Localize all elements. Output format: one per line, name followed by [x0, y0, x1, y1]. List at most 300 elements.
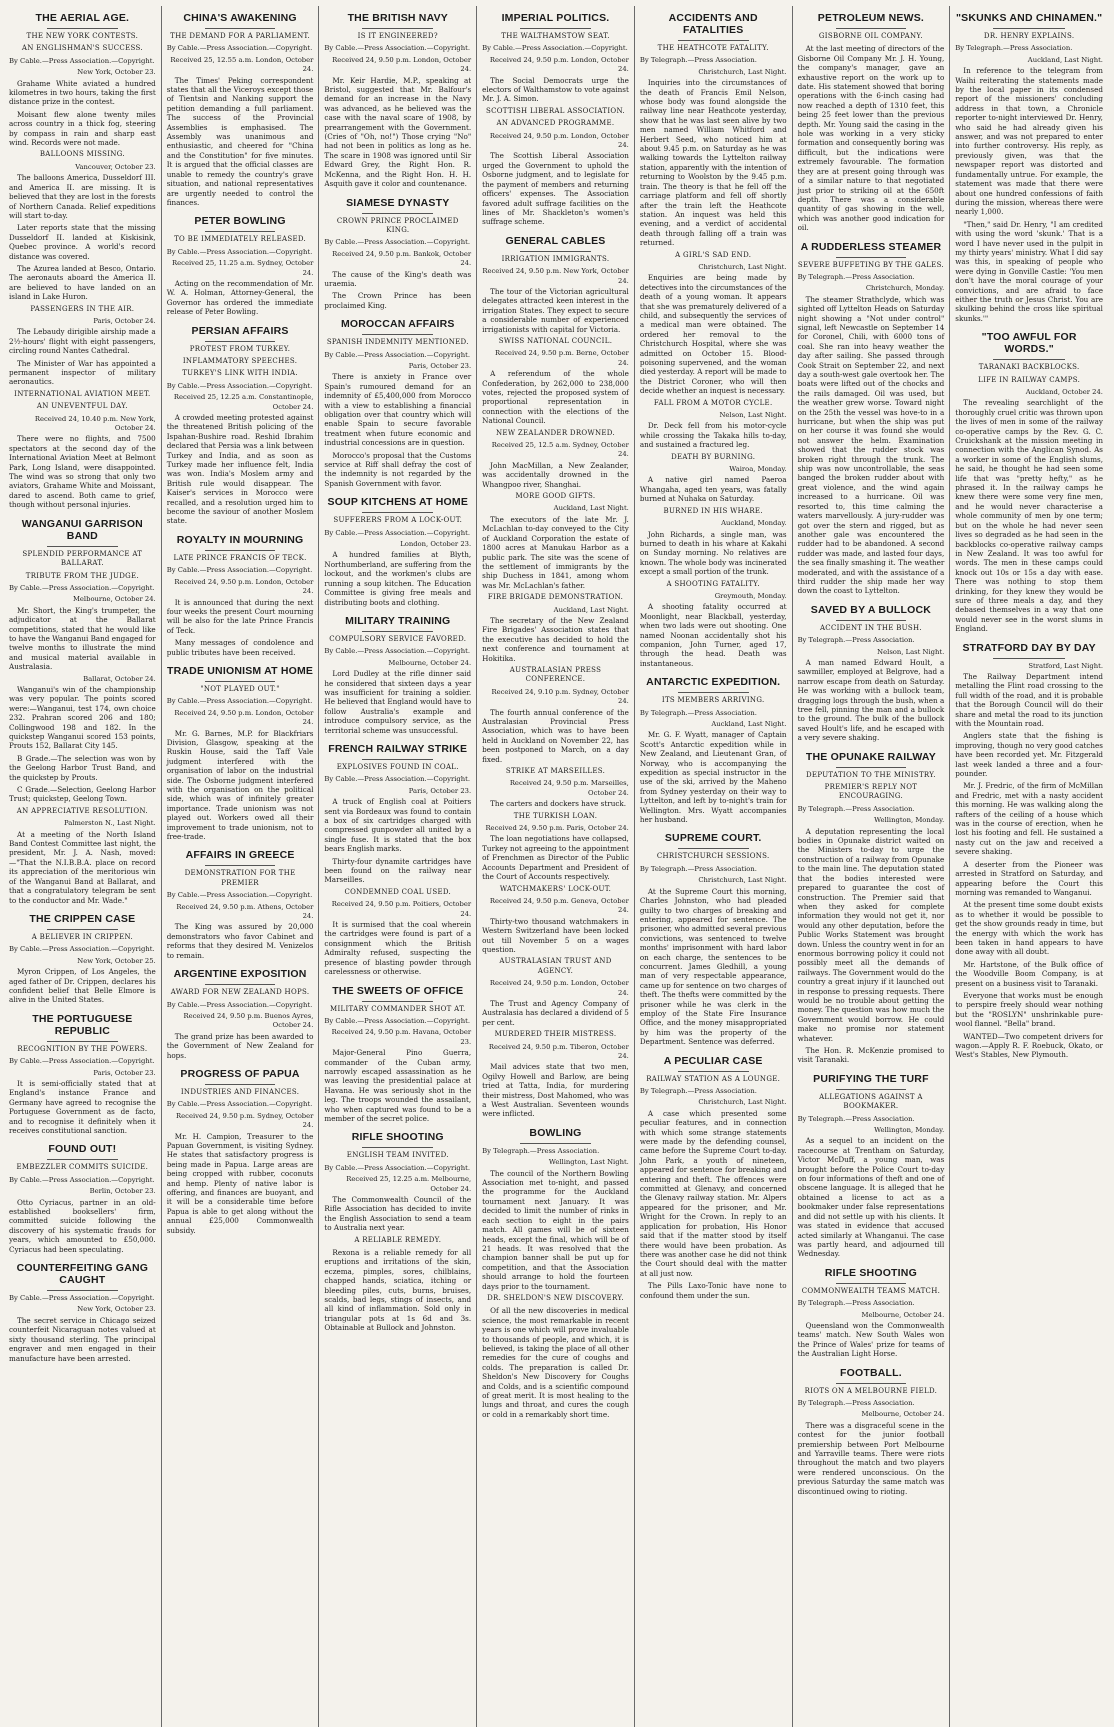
dateline: Received 24, 9.10 p.m. Sydney, October 24.	[491, 687, 629, 706]
article	[640, 1055, 787, 1300]
paragraph: Thirty-two thousand watchmakers in Western Switzerland have been locked out till November 5 on a wages question.	[482, 916, 629, 954]
byline: By Telegraph.—Press Association.	[639, 1087, 757, 1095]
article-headline: GENERAL CABLES	[505, 234, 606, 247]
dateline: Auckland, Last Night.	[553, 504, 629, 513]
subheading: THE TURKISH LOAN.	[513, 811, 598, 820]
dateline: Received 25, 12.5 a.m. Sydney, October 24.	[491, 441, 629, 459]
article-headline: FOUND OUT!	[48, 1143, 117, 1156]
article	[798, 12, 945, 233]
article-headline: THE AERIAL AGE.	[35, 12, 130, 24]
article	[9, 1013, 156, 1136]
article-headline: RIFLE SHOOTING	[351, 1131, 444, 1144]
subheading: TARANAKI BACKBLOCKS.	[978, 363, 1080, 372]
headline-rule	[205, 231, 276, 232]
byline: By Telegraph.—Press Association.	[797, 804, 915, 813]
article-headline: A RUDDERLESS STEAMER	[800, 240, 942, 253]
subheading: DEMONSTRATION FOR THE PREMIER	[184, 869, 296, 887]
dateline: Received 24, 9.50 p.m. Tiberon, October 24.	[488, 1042, 629, 1060]
paragraph: The King was assured by 20,000 demonstrators who favor Cabinet and reforms that they desired M. Venizelos to remain.	[166, 922, 314, 960]
subheading: DR. SHELDON'S NEW DISCOVERY.	[487, 1293, 624, 1302]
article	[324, 985, 471, 1124]
dateline: Received 24, 9.50 p.m. Marseilles, October 24.	[509, 779, 629, 797]
dateline: Paris, October 23.	[408, 361, 472, 370]
article-headline: SIAMESE DYNASTY	[346, 196, 450, 209]
dateline: Received 24, 9.50 p.m. New York, October 24.	[482, 267, 629, 285]
paragraph: Enquiries are being made by detectives into the circumstances of the death of a young woman. It appears that she was prematurely delivered of a child, and subsequently the services of a medical man were obtained. The ordered her removal to the Christchurch Hospital, where she was admitted on October 15. Blood-poisoning supervened, and the woman died yesterday. A report will be made to the District Coroner, who will then decide whether an inquest is necessary.	[639, 273, 787, 396]
subheading: CONDEMNED COAL USED.	[344, 887, 452, 896]
headline-rule	[678, 848, 749, 849]
headline-rule	[47, 546, 118, 547]
byline: By Cable.—Press Association.—Copyright.	[9, 1057, 155, 1066]
subheading: DEPUTATION TO THE MINISTRY.	[806, 770, 936, 779]
paragraph: The Scottish Liberal Association urged the Government to uphold the Osborne judgment, and to legislate for the payment of members and returning officers' expenses. The Association favored adult suffrage facilities on the lines of Mr. Shackleton's women's suffrage scheme.	[482, 151, 629, 227]
paragraph: A truck of English coal at Poitiers sent via Bordeaux was found to contain a box of six cartridges charged with compressed gunpowder all united by a single fuse. It is stated that the box bears English marks.	[324, 797, 472, 854]
byline: By Cable.—Press Association.—Copyright.	[324, 528, 471, 537]
subheading: LIFE IN RAILWAY CAMPS.	[978, 375, 1081, 384]
subheading: BALLOONS MISSING.	[39, 150, 125, 159]
byline: By Cable.—Press Association.—Copyright.	[324, 647, 471, 656]
subheading: DEATH BY BURNING.	[671, 452, 756, 461]
headline-rule	[836, 1383, 907, 1384]
subheading: ALLEGATIONS AGAINST A BOOKMAKER.	[819, 1092, 923, 1111]
article	[324, 615, 471, 735]
article-headline: BOWLING	[529, 1126, 582, 1139]
dateline: Received 24, 9.50 p.m. Berne, October 24.	[494, 349, 629, 367]
column-7	[950, 6, 1108, 1727]
subheading: TURKEY'S LINK WITH INDIA.	[182, 369, 298, 378]
column-1	[4, 6, 162, 1727]
headline-rule	[836, 28, 907, 29]
subheading: RAILWAY STATION AS A LOUNGE.	[646, 1074, 781, 1083]
article	[324, 496, 471, 607]
subheading: ENGLISH TEAM INVITED.	[346, 1151, 449, 1160]
byline: By Cable.—Press Association.—Copyright.	[166, 1000, 313, 1009]
dateline: Stratford, Last Night.	[1028, 661, 1103, 670]
article	[167, 215, 314, 316]
headline-rule	[993, 28, 1065, 29]
dateline: Received 24, 9.50 p.m. Poitiers, October 24.	[331, 900, 472, 918]
paragraph: Acting on the recommendation of Mr. W. A. Holman, Attorney-General, the Governor has ordered the immediate release of Peter Bowling.	[166, 278, 314, 317]
paragraph: The carters and dockers have struck.	[490, 799, 626, 809]
headline-rule	[362, 1001, 433, 1002]
paragraph: Rexona is a reliable remedy for all eruptions and irritations of the skin, eczema, pimples, sores, chilblains, chapped hands, sciatica, itching or bleeding piles, cuts, burns, bruises, scalds, bad legs, stings of insects, and all kind of inflammation. Sold only in triangular pots at 1s 6d and 3s. Obtainable at Bullock and Johnston.	[324, 1248, 472, 1333]
paragraph: A hundred families at Blyth, Northumberland, are suffering from the lockout, and the workmen's clubs are running a soup kitchen. The Education Committee is giving free meals and distributing boots and clothing.	[324, 550, 472, 607]
headline-rule	[47, 929, 118, 930]
byline: By Telegraph.—Press Association.	[797, 1299, 915, 1308]
byline: By Cable.—Press Association.—Copyright.	[324, 775, 471, 784]
article-headline: MILITARY TRAINING	[345, 614, 451, 627]
paragraph: John MacMillan, a New Zealander, was accidentally drowned in the Whangpoo river, Shanghai.	[482, 460, 629, 489]
paragraph: Mr. Keir Hardie, M.P., speaking at Bristol, suggested that Mr. Balfour's demand for an increase in the Navy was advanced, as he believed was the case with the naval scare of 1908, by prearrangement with the Government. (Cries of "Oh, no!") Those crying "No" had not been in politics as long as he. The scare in 1908 was ignored until Sir Edward Grey, the Right Hon. R. McKenna, and the Right Hon. H. H. Asquith gave it color and countenance.	[324, 75, 472, 189]
paragraph: Mr. G. Barnes, M.P. for Blackfriars Division, Glasgow, speaking at the Ruskin House, said the Taff Vale judgment interfered with the organisation of labor on the industrial side. The Osborne judgment interfered with the organisation on the political side, which was of infinitely greater importance. Trade unionism was not played out. Workers owed all their improvement to trade unionism, not to free-trade.	[166, 728, 314, 842]
article-headline: A PECULIAR CASE	[663, 1054, 763, 1067]
paragraph: Many messages of condolence and public tributes have been received.	[166, 638, 314, 657]
subheading: SCOTTISH LIBERAL ASSOCIATION.	[486, 106, 625, 115]
subheading: COMMONWEALTH TEAMS MATCH.	[801, 1286, 941, 1295]
paragraph: Grahame White aviated a hundred kilometres in two hours, taking the first distance prize in the contest.	[9, 78, 156, 107]
subheading: THE NEW YORK CONTESTS.	[26, 32, 139, 40]
dateline: Received 24, 9.50 p.m. Geneva, October 24.	[489, 896, 629, 915]
dateline: Received 24, 9.50 p.m. Bankok, October 24.	[332, 249, 472, 268]
dateline: Greymouth, Monday.	[714, 591, 787, 600]
article	[482, 1127, 629, 1291]
article	[955, 12, 1103, 323]
article	[9, 518, 156, 905]
paragraph: "Then," said Dr. Henry, "I am credited with using the word 'skunk.' That is a word I have never used in the pulpit in my thirty years' ministry. What I did say was this, in speaking of people who were dying in Gonville Castle: 'You men don't have the moral courage of your convictions, and are afraid to face either the truth or Jesus Christ. You are skulking behind the cross like spiritual skunks.'"	[955, 219, 1103, 323]
headline-rule	[678, 692, 749, 693]
headline-rule	[205, 550, 276, 551]
article	[798, 1267, 945, 1359]
subheading: CHRISTCHURCH SESSIONS.	[656, 852, 770, 861]
subheading: AN ADVANCED PROGRAMME.	[496, 119, 615, 128]
article	[798, 604, 945, 743]
paragraph: The Social Democrats urge the electors of Walthamstow to vote against Mr. J. A. Simon.	[482, 75, 629, 104]
dateline: Received 25, 12.25 a.m. Melbourne, October 24.	[346, 1175, 472, 1193]
byline: By Cable.—Press Association.—Copyright.	[324, 44, 471, 53]
headline-rule	[836, 620, 907, 621]
paragraph: It is announced that during the next four weeks the present Court mourning will be also for the late Prince Francis of Teck.	[166, 597, 314, 635]
dateline: Paris, October 24.	[93, 316, 156, 325]
byline: By Cable.—Press Association.—Copyright.	[324, 1016, 471, 1025]
dateline: New York, October 25.	[77, 956, 156, 965]
headline-rule	[836, 1089, 907, 1090]
dateline: Christchurch, Last Night.	[698, 1098, 787, 1107]
paragraph: Mr. Short, the King's trumpeter, the adjudicator at the Ballarat competitions, stated that he would like to have the Wanganui Band engaged for twelve months to illustrate the mind and musical material available in Australasia.	[9, 605, 156, 672]
article	[482, 235, 629, 1119]
article-headline: CHINA'S AWAKENING	[183, 12, 297, 24]
dateline: Auckland, Last Night.	[1027, 55, 1103, 64]
paragraph: C Grade.—Selection, Geelong Harbor Trust; quickstep, Geelong Town.	[9, 785, 156, 804]
dateline: Berlin, October 23.	[89, 1187, 156, 1196]
dateline: Auckland, Last Night.	[711, 720, 787, 728]
byline: By Cable.—Press Association.—Copyright.	[324, 1163, 471, 1172]
subheading: STRIKE AT MARSEILLES.	[505, 767, 606, 776]
subheading: THE HEATHCOTE FATALITY.	[657, 44, 769, 52]
subheading: SPLENDID PERFORMANCE AT BALLARAT.	[22, 549, 143, 568]
headline-rule	[678, 1071, 749, 1072]
column-4	[477, 6, 635, 1727]
paragraph: The tour of the Victorian agricultural delegates attracted keen interest in the irrigation States. They expect to secure a considerable number of experienced irrigationists with capital for Victoria.	[482, 286, 629, 334]
dateline: Auckland, Last Night.	[553, 605, 629, 614]
dateline: Received 24, 9.50 p.m. Athens, October 24.	[176, 902, 314, 921]
article	[640, 832, 787, 1046]
byline: By Cable.—Press Association.—Copyright.	[9, 56, 155, 65]
headline-rule	[362, 759, 433, 760]
dateline: Received 24, 9.50 p.m. Paris, October 24.	[485, 824, 629, 833]
dateline: Nelson, Last Night.	[877, 647, 945, 656]
article-headline: THE PORTUGUESE REPUBLIC	[32, 1012, 133, 1037]
paragraph: It is semi-officially stated that at England's instance France and Germany have agreed to recognise the Portuguese Government as de facto, and to recognise it definitely when it receives constitutional sanction.	[9, 1078, 156, 1135]
subheading: MORE GOOD GIFTS.	[515, 492, 596, 501]
headline-rule	[362, 1147, 433, 1148]
paragraph: The fourth annual conference of the Australasian Provincial Press Association, which was to have been held in Auckland on November 22, has been postponed to March, on a day fixed.	[482, 707, 629, 764]
paragraph: Dr. Deck fell from his motor-cycle while crossing the Takaka hills to-day, and sustained a fractured leg.	[639, 421, 787, 450]
subheading: COMPULSORY SERVICE FAVORED.	[329, 634, 467, 643]
paragraph: Mr. H. Campion, Treasurer to the Papuan Government, is visiting Sydney. He states that satisfactory progress is being made in Papua. Large areas are being cropped with rubber, coconuts and hemp. Plenty of native labor is offering, and finances are buoyant, and it will be a considerable time before Papua is able to get along without the annual £25,000 Commonwealth subsidy.	[166, 1131, 314, 1235]
dateline: New York, October 23.	[77, 68, 156, 77]
byline: By Telegraph.—Press Association.	[639, 864, 757, 873]
dateline: Wellington, Monday.	[874, 1126, 945, 1135]
paragraph: Mr. J. Fredric, of the firm of McMillan and Fredric, met with a nasty accident this morning. He was walking along the rafters of the ceiling of a house which was in the course of erection, when he lost his footing and fell. He sustained a nasty cut on the jaw and received a severe shaking.	[955, 781, 1103, 857]
dateline: Received 24, 9.50 p.m. Sydney, October 24.	[176, 1111, 314, 1130]
article-headline: "SKUNKS AND CHINAMEN."	[955, 12, 1103, 24]
article	[167, 849, 314, 960]
article-headline: SUPREME COURT.	[664, 832, 762, 845]
article	[324, 197, 471, 311]
article-headline: SOUP KITCHENS AT HOME	[327, 496, 469, 509]
paragraph: The Pills Laxo-Tonic have none to confound them under the sun.	[639, 1281, 787, 1300]
headline-rule	[47, 1159, 118, 1160]
dateline: Paris, October 23.	[408, 786, 472, 795]
byline: By Cable.—Press Association.—Copyright.	[166, 247, 313, 256]
dateline: Received 25, 12.25 a.m. Constantinople, October 24.	[173, 393, 314, 411]
dateline: Christchurch, Monday.	[865, 284, 945, 293]
headline-rule	[993, 359, 1065, 360]
byline: By Telegraph.—Press Association.	[955, 44, 1073, 53]
headline-rule	[836, 257, 907, 258]
dateline: Christchurch, Last Night.	[698, 262, 787, 271]
dateline: Received 24, 9.50 p.m. Buenos Ayres, October 24.	[183, 1011, 314, 1030]
article	[167, 12, 314, 207]
byline: By Telegraph.—Press Association.	[797, 1114, 915, 1123]
byline: By Cable.—Press Association.—Copyright.	[9, 1294, 155, 1303]
subheading: TRIBUTE FROM THE JUDGE.	[25, 571, 139, 580]
paragraph: Thirty-four dynamite cartridges have been found on the railway near Marseilles.	[324, 856, 472, 885]
subheading: DR. HENRY EXPLAINS.	[983, 32, 1075, 40]
subheading: AN APPRECIATIVE RESOLUTION.	[16, 806, 148, 815]
headline-rule	[205, 341, 276, 342]
byline: By Cable.—Press Association.—Copyright.	[166, 381, 313, 390]
paragraph: A referendum of the whole Confederation, by 262,000 to 238,000 votes, rejected the proposed system of proportional representation in connection with the elections of the National Council.	[482, 369, 629, 426]
article	[9, 1143, 156, 1254]
subheading: SWISS NATIONAL COUNCIL.	[498, 336, 613, 345]
subheading: IRRIGATION IMMIGRANTS.	[501, 254, 610, 263]
subheading: RIOTS ON A MELBOURNE FIELD.	[804, 1386, 938, 1395]
paragraph: Anglers state that the fishing is improving, though no very good catches have been recorded yet. Mr. Fitzgerald last week landed a three and a four-pounder.	[955, 731, 1103, 779]
paragraph: The cause of the King's death was uraemia.	[324, 269, 472, 288]
dateline: Wellington, Last Night.	[548, 1158, 629, 1167]
article-headline: AFFAIRS IN GREECE	[185, 849, 295, 862]
subheading: RECOGNITION BY THE POWERS.	[17, 1044, 148, 1053]
article-headline: PETROLEUM NEWS.	[817, 12, 925, 24]
byline: By Cable.—Press Association.—Copyright.	[166, 891, 313, 900]
paragraph: Inquiries into the circumstances of the death of Francis Emil Nelson, whose body was found alongside the railway line near Heathcote yesterday, show that he was last seen alive by two men named William Whitford and Herbert Seed, who noticed him at about 9.45 p.m. on Saturday as he was walking towards the Lyttelton railway station, apparently with the intention of returning to Woolston by the 9.45 p.m. train. The theory is that he fell off the carriage platform and fell off shortly after the train left the Heathcote station. An inquest was held this evening, and a verdict of accidental death through falling off a train was returned.	[639, 78, 787, 248]
paragraph: A shooting fatality occurred at Moonlight, near Blackball, yesterday, when two lads were out shooting. One named Noonan accidentally shot his companion, John Turner, aged 17, through the head. Death was instantaneous.	[639, 602, 787, 668]
subheading: AN ENGLISHMAN'S SUCCESS.	[21, 44, 143, 53]
paragraph: A case which presented some peculiar features, and in connection with which some strange statements were made by the defending counsel, came before the Supreme Court to-day. John Park, a youth of nineteen, appeared for sentence for breaking and entering and theft. The offences were committed at Glenavy, and concerned the Glenavy railway station. Mr. Alpers appeared for the prisoner, and Mr. Wright for the Crown. In reply to an application for probation, His Honor said that if the matter stood by itself there would have been probation. As there was another case he did not think the Court should deal with the matter at all just now.	[639, 1108, 787, 1278]
headline-rule	[362, 334, 433, 335]
subheading: INTERNATIONAL AVIATION MEET.	[14, 389, 151, 398]
subheading: PASSENGERS IN THE AIR.	[30, 304, 135, 313]
dateline: Palmerston N., Last Night.	[63, 819, 156, 828]
dateline: Received 24, 9.50 p.m. London, October 24.	[174, 708, 314, 727]
dateline: Received 24, 10.40 p.m. New York, October 24.	[34, 414, 156, 433]
dateline: Received 24, 9.50 p.m. London, October 24.	[489, 55, 629, 74]
byline: By Telegraph.—Press Association.	[639, 708, 757, 717]
subheading: LATE PRINCE FRANCIS OF TECK.	[173, 553, 307, 562]
paragraph: Morocco's proposal that the Customs service at Riff shall defray the cost of the indemnity is not regarded by the Spanish Government with favor.	[324, 450, 472, 488]
subheading: AWARD FOR NEW ZEALAND HOPS.	[170, 988, 310, 997]
article-headline: COUNTERFEITING GANG CAUGHT	[16, 1262, 149, 1287]
article-headline: PETER BOWLING	[194, 215, 286, 228]
headline-rule	[47, 1290, 118, 1291]
paragraph: The Railway Department intend metalling the Flint road crossing to the full width of the road, and it is probable that the Borough Council will do their share and metal the road to its junction with the Mountain road.	[955, 671, 1103, 728]
article	[640, 676, 787, 824]
byline: By Telegraph.—Press Association.	[797, 636, 915, 645]
subheading: NEW ZEALANDER DROWNED.	[496, 428, 615, 437]
paragraph: A crowded meeting protested against the threatened British policing of the Ispahan-Bushire road. Reshid Ibrahim declared that Persia was a link between Turkey and India, and as soon as Turkey made her influence felt, India was won. India's Moslem army and British rule would disappear. The Kaiser's services in Morocco were recalled, and a resolution urged him to become the saviour of another Moslem state.	[166, 413, 314, 526]
article-headline: THE OPUNAKE RAILWAY	[805, 750, 936, 763]
article-headline: RIFLE SHOOTING	[824, 1266, 917, 1279]
article	[955, 331, 1103, 633]
subheading: AUSTRALASIAN PRESS CONFERENCE.	[509, 665, 602, 684]
byline: By Cable.—Press Association.—Copyright.	[9, 945, 155, 954]
byline: By Cable.—Press Association.—Copyright.	[324, 350, 471, 359]
paragraph: Wanganui's win of the championship was very popular. The points scored were:—Wanganui, test 174, own choice 232. Prahran scored 206 and 180; Collingwood 198 and 182. In the quickstep Wanganui scored 153 points, Prouts 152, Ballarat City 145.	[9, 684, 156, 751]
article-headline: STRATFORD DAY BY DAY	[962, 641, 1096, 654]
paragraph: The Lebaudy dirigible airship made a 2½-hours' flight with eight passengers, circling round Nantes Cathedral.	[9, 327, 156, 356]
headline-rule	[836, 767, 907, 768]
headline-rule	[362, 512, 433, 513]
article-headline: THE BRITISH NAVY	[347, 12, 448, 24]
paragraph: The Hon. R. McKenzie promised to visit Taranaki.	[797, 1046, 945, 1065]
subheading: SPANISH INDEMNITY MENTIONED.	[326, 338, 469, 347]
article	[482, 12, 629, 227]
headline-rule	[993, 658, 1065, 659]
paragraph: A man named Edward Hoult, a sawmiller, employed at Belgrove, had a narrow escape from death on Saturday. He was working with a bullock team, dragging logs through the bush, when a tree fell, pinning the man and a bullock to the ground. The bulk of the bullock saved Hoult's life, and he escaped with a very severe shaking.	[797, 657, 945, 743]
paragraph: The Minister of War has appointed a permanent inspector of military aeronautics.	[9, 358, 156, 387]
paragraph: The Trust and Agency Company of Australasia has declared a dividend of 5 per cent.	[482, 998, 629, 1027]
paragraph: The Commonwealth Council of the Rifle Association has decided to invite the English Association to send a team to Australia next year.	[324, 1195, 472, 1233]
headline-rule	[520, 1143, 591, 1144]
article-headline: PURIFYING THE TURF	[813, 1072, 929, 1085]
article	[167, 665, 314, 842]
subheading: INDUSTRIES AND FINANCES.	[180, 1087, 300, 1096]
byline: By Cable.—Press Association.—Copyright.	[166, 566, 313, 575]
subheading: FALL FROM A MOTOR CYCLE.	[653, 398, 773, 407]
paragraph: The secret service in Chicago seized counterfeit Nicaraguan notes valued at sixty thousand sterling. The principal engraver and men engaged in their manufacture have been arrested.	[9, 1315, 156, 1363]
subheading: WATCHMAKERS' LOCK-OUT.	[499, 884, 612, 893]
article-headline: TRADE UNIONISM AT HOME	[166, 664, 314, 677]
byline: By Cable.—Press Association.—Copyright.	[324, 238, 471, 247]
subheading: BURNED IN HIS WHARE.	[663, 506, 763, 515]
byline: By Telegraph.—Press Association.	[797, 272, 915, 281]
dateline: New York, October 23.	[77, 1305, 156, 1314]
paragraph: The Times' Peking correspondent states that all the Viceroys except those of Tientsin and Nanking support the petition demanding a full parliament. The success of the Provincial Assemblies is emphasised. The Assembly was unanimous and enthusiastic, and cheered for "China and the Constitution" for five minutes. It is argued that the official classes are unable to remedy the country's grave situation, and national representatives are urgently needed to control the finances.	[166, 75, 314, 207]
dateline: Christchurch, Last Night.	[698, 67, 787, 76]
subheading: GISBORNE OIL COMPANY.	[818, 32, 923, 40]
subheading: THE DEMAND FOR A PARLIAMENT.	[170, 32, 311, 40]
paragraph: Queensland won the Commonwealth teams' match. New South Wales won the Prince of Wales' prize for teams of the Australian Light Horse.	[797, 1320, 945, 1359]
article	[955, 960, 1103, 1060]
headline-rule	[362, 213, 433, 214]
headline-rule	[205, 681, 276, 682]
article	[167, 968, 314, 1060]
paragraph: A native girl named Paeroa Whangaha, aged ten years, was fatally burned at Nuhaka on Saturday.	[639, 475, 787, 504]
headline-rule	[205, 1084, 276, 1085]
subheading: AN UNEVENTFUL DAY.	[36, 402, 128, 411]
paragraph: Later reports state that the missing Dusseldorf II. landed at Kiskisink, Quebec province. A world's record distance was covered.	[9, 223, 156, 261]
subheading: EXPLOSIVES FOUND IN COAL.	[336, 762, 459, 771]
dateline: Received 24, 9.50 p.m. London, October 24.	[489, 131, 629, 150]
article-headline: MOROCCAN AFFAIRS	[340, 318, 455, 331]
article	[640, 12, 787, 668]
headline-rule	[205, 28, 276, 29]
dateline: Nelson, Last Night.	[719, 411, 787, 420]
paragraph: As a sequel to an incident on the racecourse at Trentham on Saturday, Victor McDuff, a young man, was brought before the Police Court to-day on four informations of theft and one of obscene language. It is alleged that he obtained a license to act as a bookmaker under false representations and did not settle up with his clients. It was stated in evidence that accused acted similarly at Whanganui. The case was partly heard, and adjourned till Wednesday.	[797, 1136, 945, 1259]
headline-rule	[362, 631, 433, 632]
article-headline: "TOO AWFUL FOR WORDS."	[981, 331, 1077, 356]
dateline: Auckland, October 24.	[1025, 388, 1103, 396]
byline: By Cable.—Press Association.—Copyright.	[9, 583, 155, 592]
paragraph: Mr. G. F. Wyatt, manager of Captain Scott's Antarctic expedition while in New Zealand, and Lieutenant Gran, of Norway, who is accompanying the expedition as special instructor in the use of the ski, arrived by the Maheno from Sydney yesterday on their way to Lyttelton, and left by to-night's train for Wellington. Mrs. Wyatt accompanies her husband.	[639, 730, 787, 825]
headline-rule	[836, 1283, 907, 1284]
subheading: TO BE IMMEDIATELY RELEASED.	[174, 235, 307, 244]
article	[9, 12, 156, 510]
article-headline: WANGANUI GARRISON BAND	[21, 517, 143, 542]
byline: By Cable.—Press Association.—Copyright.	[166, 697, 313, 706]
paragraph: The grand prize has been awarded to the Government of New Zealand for hops.	[166, 1031, 314, 1060]
article-headline: THE CRIPPEN CASE	[29, 912, 136, 925]
dateline: Christchurch, Last Night.	[698, 876, 787, 885]
column-2	[162, 6, 320, 1727]
article	[955, 642, 1103, 957]
article-headline: ARGENTINE EXPOSITION	[173, 968, 307, 981]
article-headline: FRENCH RAILWAY STRIKE	[328, 742, 468, 755]
dateline: Ballarat, October 24.	[83, 674, 156, 683]
subheading: CROWN PRINCE PROCLAIMED KING.	[336, 216, 459, 234]
dateline: Melbourne, October 24.	[861, 1310, 945, 1319]
paragraph: In reference to the telegram from Waihi reiterating the statements made by the local paper in its condensed report of the missioners' concluding address in that town, a Chronicle reporter to-night interviewed Dr. Henry, who said he had already given his answer, and was not prepared to enter into further controversy. His reply, as previously given, was that the newspaper report was distorted and fundamentally untrue. For example, the statement was made that there were about one hundred confessions of faith during the mission, whereas there were nearly 1,000.	[955, 66, 1103, 217]
subheading: ACCIDENT IN THE BUSH.	[819, 623, 922, 632]
paragraph: Mr. Hartstone, of the Bulk office of the Woodville Boom Company, is at present on a business visit to Taranaki.	[955, 959, 1103, 988]
article	[798, 1367, 945, 1496]
subheading: PREMIER'S REPLY NOT ENCOURAGING.	[824, 783, 918, 801]
byline: By Cable.—Press Association.—Copyright.	[482, 44, 628, 53]
subheading: A BELIEVER IN CRIPPEN.	[31, 932, 133, 941]
dateline: Received 24, 9.50 p.m. London, October 24.	[332, 55, 472, 74]
article	[324, 1131, 471, 1332]
paragraph: At the last meeting of directors of the Gisborne Oil Company Mr. J. H. Young, the company's manager, gave an exhaustive report on the work up to date. His statement showed that boring operations with the 6-inch casing had now reached a depth of 1310 feet, this being 25 feet lower than the previous depth. Mr. Young said the casing in the hole was working in a very sticky formation and consequently boring was difficult, but the indications were extremely favourable. The formation they are at present going through was of a similar nature to that negotiated just prior to striking oil at the 650ft depth. There was a considerable quantity of gas showing in the well, which was another good indication for oil.	[797, 44, 945, 233]
subheading: PROTEST FROM TURKEY.	[189, 344, 291, 353]
dateline: Auckland, Monday.	[721, 519, 787, 528]
dateline: Melbourne, October 24.	[72, 595, 156, 604]
paragraph: There were no flights, and 7500 spectators at the second day of the International Aviation Meet at Belmont Park, Long Island, were disappointed. The wind was so strong that only two aviators, Grahame White and Moissant, dared to ascend. Both came to grief, though without personal injuries.	[9, 434, 156, 510]
headline-rule	[47, 1041, 118, 1042]
article-headline: IMPERIAL POLITICS.	[501, 12, 610, 24]
byline: By Cable.—Press Association.—Copyright.	[9, 1175, 155, 1184]
article	[798, 751, 945, 1065]
headline-rule	[678, 40, 749, 41]
dateline: London, October 23.	[400, 540, 472, 549]
article-headline: ACCIDENTS AND FATALITIES	[668, 12, 758, 36]
article	[324, 318, 471, 488]
paragraph: Of all the new discoveries in medical science, the most remarkable in recent years is one which will prove invaluable to thousands of people, and which, it is believed, is taking the place of all other remedies for the cure of coughs and colds. The preparation is called Dr. Sheldon's New Discovery for Coughs and Colds, and is a scientific compound of great merit. It is most healing to the lungs and throat, and cures the cough or cold in a remarkably short time.	[482, 1306, 629, 1419]
paragraph: The Crown Prince has been proclaimed King.	[324, 291, 472, 310]
article	[167, 1068, 314, 1235]
subheading: EMBEZZLER COMMITS SUICIDE.	[16, 1163, 149, 1172]
paragraph: Everyone that works must be enough to perspire freely should wear nothing but the "ROSLYN" unshrinkable pure-wool flannel. "Bella" brand.	[955, 990, 1103, 1029]
paragraph: Moisant flew alone twenty miles across country in a thick fog, steering by compass in rain and sharp east wind. Records were not made.	[9, 109, 156, 148]
headline-rule	[520, 28, 591, 29]
subheading: ITS MEMBERS ARRIVING.	[661, 696, 765, 705]
column-3	[319, 6, 477, 1727]
dateline: Received 24, 9.50 p.m. Havana, October 23.	[331, 1028, 472, 1046]
subheading: FIRE BRIGADE DEMONSTRATION.	[487, 593, 624, 602]
headline-rule	[47, 28, 118, 29]
headline-rule	[520, 251, 591, 252]
byline: By Telegraph.—Press Association.	[797, 1398, 915, 1407]
